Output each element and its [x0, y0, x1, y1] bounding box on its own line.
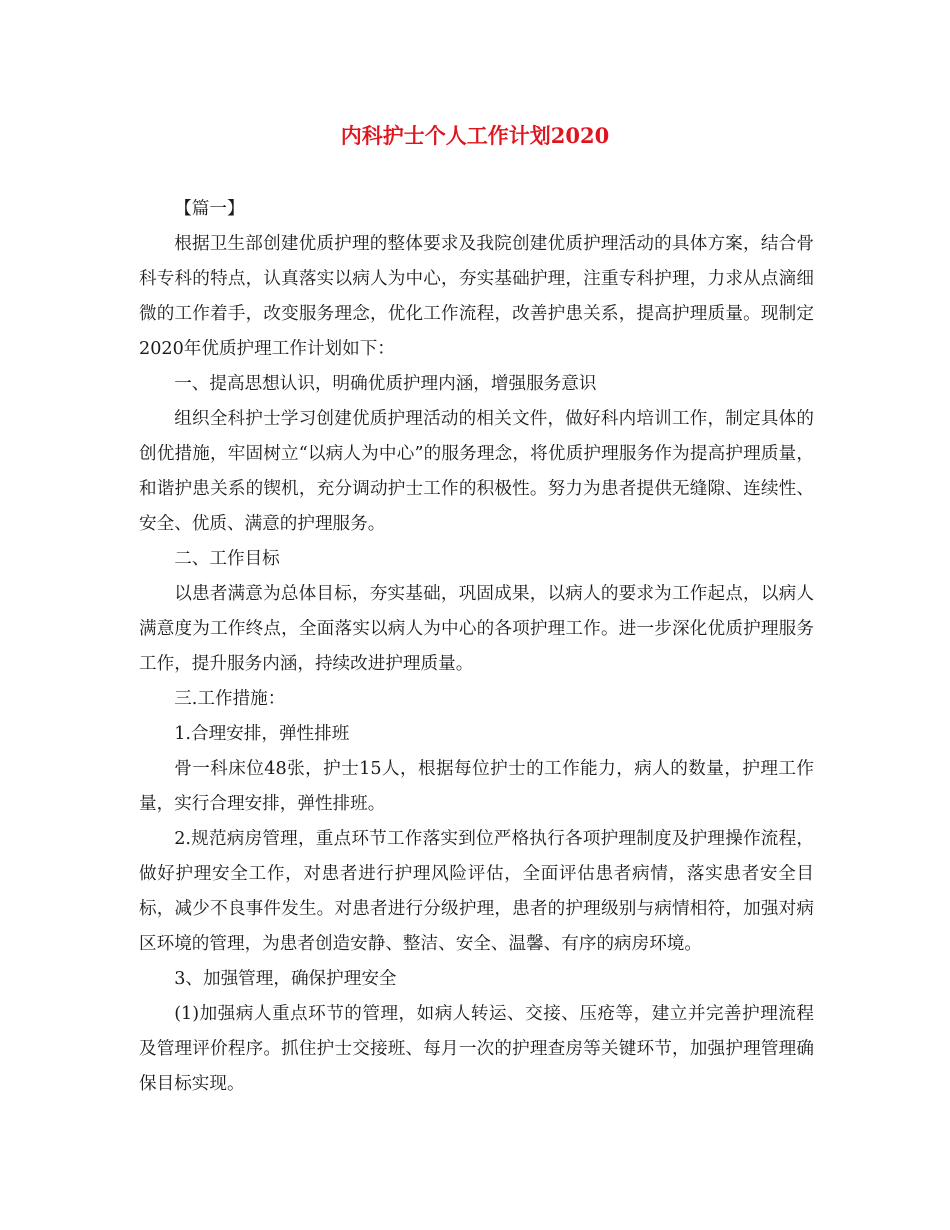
- document-body: [139, 192, 814, 1102]
- body-paragraph-scheduling: 骨一科床位48张，护士15人，根据每位护士的工作能力，病人的数量，护理工作量，实行合理安排，弹性排班。: [139, 759, 814, 814]
- section-heading-part-one: 【篇一】: [174, 199, 245, 219]
- body-paragraph-awareness: 组织全科护士学习创建优质护理活动的相关文件，做好科内培训工作，制定具体的创优措施，牢固树立“以病人为中心”的服务理念，将优质护理服务作为提高护理质量，和谐护患关系的锲机，充分调动护士工作的积极性。努力为患者提供无缝隙、连续性、安全、优质、满意的护理服务。: [139, 409, 814, 534]
- subheading-scheduling: 1.合理安排，弹性排班: [174, 724, 350, 744]
- section-heading-measures: 三.工作措施：: [174, 689, 286, 709]
- body-paragraph-goals: 以患者满意为总体目标，夯实基础，巩固成果，以病人的要求为工作起点，以病人满意度为工作终点，全面落实以病人为中心的各项护理工作。进一步深化优质护理服务工作，提升服务内涵，持续改进护理质量。: [139, 584, 814, 674]
- body-paragraph-intro: 根据卫生部创建优质护理的整体要求及我院创建优质护理活动的具体方案，结合骨科专科的特点，认真落实以病人为中心，夯实基础护理，注重专科护理，力求从点滴细微的工作着手，改变服务理念，优化工作流程，改善护患关系，提高护理质量。现制定2020年优质护理工作计划如下：: [139, 234, 814, 359]
- document-title: 内科护士个人工作计划2020: [340, 123, 610, 148]
- body-paragraph-safety: (1)加强病人重点环节的管理，如病人转运、交接、压疮等，建立并完善护理流程及管理评价程序。抓住护士交接班、每月一次的护理查房等关键环节，加强护理管理确保目标实现。: [139, 1004, 814, 1094]
- body-paragraph-ward-management: 2.规范病房管理，重点环节工作落实到位严格执行各项护理制度及护理操作流程，做好护理安全工作，对患者进行护理风险评估，全面评估患者病情，落实患者安全目标，减少不良事件发生。对患者进行分级护理，患者的护理级别与病情相符，加强对病区环境的管理，为患者创造安静、整洁、安全、温馨、有序的病房环境。: [139, 829, 814, 954]
- section-heading-awareness: 一、提高思想认识，明确优质护理内涵，增强服务意识: [174, 374, 597, 394]
- subheading-safety: 3、加强管理，确保护理安全: [174, 969, 397, 989]
- section-heading-goals: 二、工作目标: [174, 549, 280, 569]
